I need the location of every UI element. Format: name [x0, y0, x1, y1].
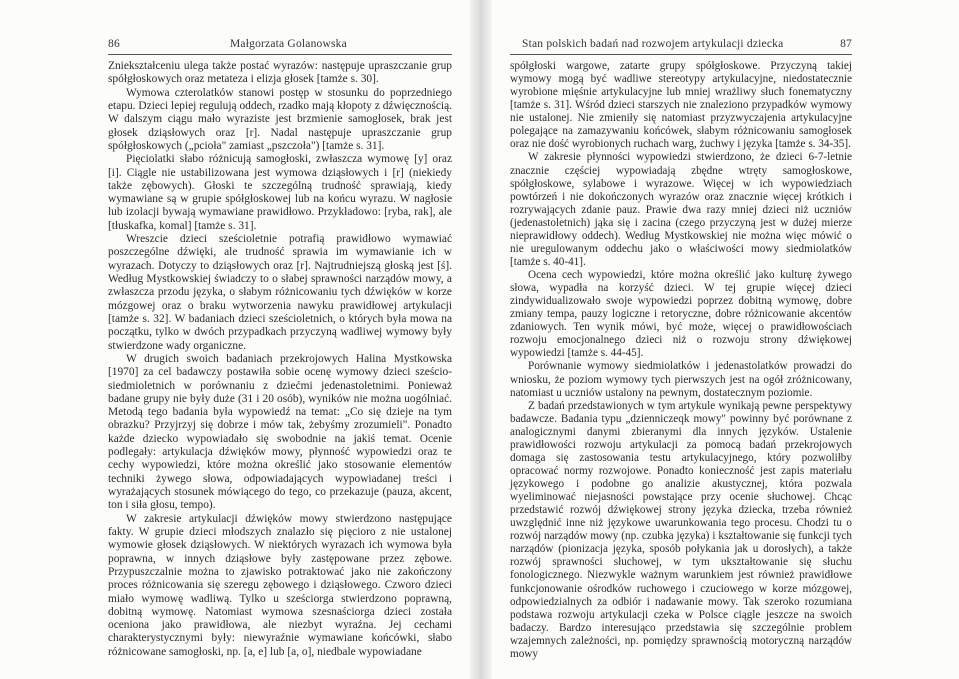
right-page-body — [510, 60, 852, 661]
paragraph: W zakresie płynności wypowiedzi stwierdzono, że dzieci 6-7-letnie znacznie częściej wypowiadają zbędne wtręty samogłoskowe, spółgłoskowe, sylabowe i wyrazowe. Więcej w ich wypowiedziach powtórzeń i nie dokończonych wyrazów oraz znacznie więcej krótkich i rozrywających zdanie pauz. Prawie dwa razy mniej dzieci niż uczniów (jedenastoletnich) jąka się i zacina (czego przyczyną jest w dużej mierze nieprawidłowy oddech). Według Mystkowskiej nie można więc mówić o nie uregulowanym oddechu jako o właściwości mowy siedmiolatków [tamże s. 40-41]. — [510, 151, 852, 268]
paragraph: spółgłoski wargowe, zatarte grupy spółgłoskowe. Przyczyną takiej wymowy mogą być wadliwe stereotypy artykulacyjne, niedostatecznie wyrobione mięśnie artykulacyjne lub mniej wrażliwy słuch fonematyczny [tamże s. 31]. Wśród dzieci starszych nie znaleziono przypadków wymowy nie ustalonej. Nie zmieniły się natomiast przyzwyczajenia artykulacyjne polegające na zamazywaniu końcówek, słabym różnicowaniu samogłosek oraz nie dość wyrobionych ruchach warg, żuchwy i języka [tamże s. 34-35]. — [510, 60, 852, 151]
paragraph: Ocena cech wypowiedzi, które można określić jako kulturę żywego słowa, wypadła na korzyść dzieci. W tej grupie więcej dzieci zindywidualizowało swoje wypowiedzi poprzez dobitną wymowę, dobre zmiany tempa, pauzy logiczne i retoryczne, dobre różnicowanie akcentów zdaniowych. Ten wynik mówi, być może, więcej o prawidłowościach rozwoju emocjonalnego dzieci niż o rozwoju strony dźwiękowej wypowiedzi [tamże s. 44-45]. — [510, 269, 852, 360]
page-number: 86 — [108, 38, 120, 50]
paragraph: Zniekształceniu ulega także postać wyrazów: następuje upraszczanie grup spółgłoskowych oraz metateza i elizja głosek [tamże s. 30]. — [108, 60, 452, 86]
right-page — [492, 0, 959, 679]
left-page — [0, 0, 470, 679]
paragraph: Wreszcie dzieci sześcioletnie potrafią prawidłowo wymawiać poszczególne dźwięki, ale trudność sprawia im wymawianie ich w wyrazach. Dotyczy to dziąsłowych oraz [r]. Najtrudniejszą głoską jest [ś]. Według Mystkowskiej świadczy to o słabej sprawności narządów mowy, a zwłaszcza przodu języka, o słabym różnicowaniu tych dźwięków w korze mózgowej oraz o braku wytworzenia nawyku prawidłowej artykulacji [tamże s. 32]. W badaniach dzieci sześcioletnich, o których była mowa na początku, tylko w dwóch przypadkach przyczyną wadliwej wymowy były stwierdzone wady organiczne. — [108, 233, 452, 352]
book-gutter — [470, 0, 492, 679]
paragraph: Wymowa czterolatków stanowi postęp w stosunku do poprzedniego etapu. Dzieci lepiej regulują oddech, rzadko mają kłopoty z dźwięcznością. W dalszym ciągu mało wyraziste jest brzmienie samogłosek, brak jest głosek dziąsłowych oraz [r]. Nadal następuje upraszczanie grup spółgłoskowych („pcioła" zamiast „pszczoła") [tamże s. 31]. — [108, 86, 452, 152]
left-page-body — [108, 60, 452, 659]
running-head: Małgorzata Golanowska — [230, 38, 347, 50]
paragraph: Z badań przedstawionych w tym artykule wynikają pewne perspektywy badawcze. Badania typu „dzienniczeqk mowy" powinny być porównane z analogicznymi danymi zbieranymi dla innych języków. Ustalenie prawidłowości rozwoju artykulacji za pomocą badań przekrojowych domaga się zastosowania testu artykulacyjnego, który pozwoliłby opracować normy rozwojowe. Ponadto konieczność jest zapis materiału językowego i podobne go analizie akustycznej, która pozwala wyeliminować niejasności powstające przy ocenie słuchowej. Chcąc przedstawić rozwój dźwiękowej strony języka dziecka, trzeba również uwzględnić inne niż językowe uwarunkowania tego procesu. Chodzi tu o rozwój narządów mowy (np. czubka języka) i kształtowanie się funkcji tych narządów (pionizacja języka, sposób połykania jak u dorosłych), a także rozwój sprawności słuchowej, w tym ukształtowanie się słuchu fonologicznego. Niezwykle ważnym warunkiem jest również prawidłowe funkcjonowanie ośrodków ruchowego i czuciowego w korze mózgowej, odpowiedzialnych za odbiór i nadawanie mowy. Tak szeroko rozumiana podstawa rozwoju artykulacji czeka w Polsce ciągle jeszcze na swoich badaczy. Bardzo interesująco przedstawia się szczególnie problem wzajemnych zależności, np. pomiędzy sprawnością motoryczną narządów mowy — [510, 399, 852, 660]
right-page-header — [510, 36, 852, 52]
header-rule — [510, 54, 852, 55]
paragraph: Porównanie wymowy siedmiolatków i jedenastolatków prowadzi do wniosku, że poziom wymowy tych pierwszych jest na ogół zróżnicowany, natomiast u uczniów ustalony na pewnym, dostatecznym poziomie. — [510, 360, 852, 399]
running-head: Stan polskich badań nad rozwojem artykulacji dziecka — [522, 38, 784, 50]
paragraph: W drugich swoich badaniach przekrojowych Halina Mystkowska [1970] za cel badawczy postawiła sobie ocenę wymowy dzieci sześcio-siedmioletnich w porównaniu z dziećmi jedenastoletnimi. Ponieważ badane grupy nie były duże (31 i 20 osób), wyników nie można uogólniać. Metodą tego badania była wypowiedź na temat: „Co się dzieje na tym obrazku? Przyjrzyj się dobrze i mów tak, żebyśmy zrozumieli". Ponadto każde dziecko wypowiadało się swobodnie na jakiś temat. Ocenie podlegały: artykulacja dźwięków mowy, płynność wypowiedzi oraz te cechy wypowiedzi, które można określić jako stosowanie elementów techniki żywego słowa, odpowiadających wypowiadanej treści i wyrażających stosunek mówiącego do tego, co przekazuje (pauza, akcent, ton i siła głosu, tempo). — [108, 352, 452, 512]
left-page-header — [108, 36, 452, 52]
header-rule — [108, 54, 452, 55]
paragraph: W zakresie artykulacji dźwięków mowy stwierdzono następujące fakty. W grupie dzieci młodszych znalazło się pięcioro z nie ustalonej wymowie głosek dziąsłowych. W niektórych wyrazach ich wymowa była poprawna, w innych dziąsłowe były zastępowane przez zębowe. Przypuszczalnie można to zjawisko potraktować jako nie zakończony proces różnicowania się szeregu zębowego i dziąsłowego. Czworo dzieci miało wymowę wadliwą. Tylko u sześciorga stwierdzono poprawną, dobitną wymowę. Natomiast wymowa szesnaściorga dzieci została oceniona jako prawidłowa, ale niezbyt wyraźna. Jej cechami charakterystycznymi były: niewyraźnie wymawiane końcówki, słabo różnicowane samogłoski, np. [a, e] lub [a, o], niedbale wypowiadane — [108, 512, 452, 658]
page-number: 87 — [840, 38, 852, 50]
paragraph: Pięciolatki słabo różnicują samogłoski, zwłaszcza wymowę [y] oraz [i]. Ciągle nie ustabilizowana jest wymowa dziąsłowych i [r] (niekiedy także zębowych). Głoski te szczególną trudność sprawiają, kiedy wymawiane są w grupie spółgłoskowej lub na końcu wyrazu. W nagłosie lub izolacji bywają wymawiane prawidłowo. Przykładowo: [ryba, rak], ale [tłuskafka, komal] [tamże s. 31]. — [108, 153, 452, 232]
